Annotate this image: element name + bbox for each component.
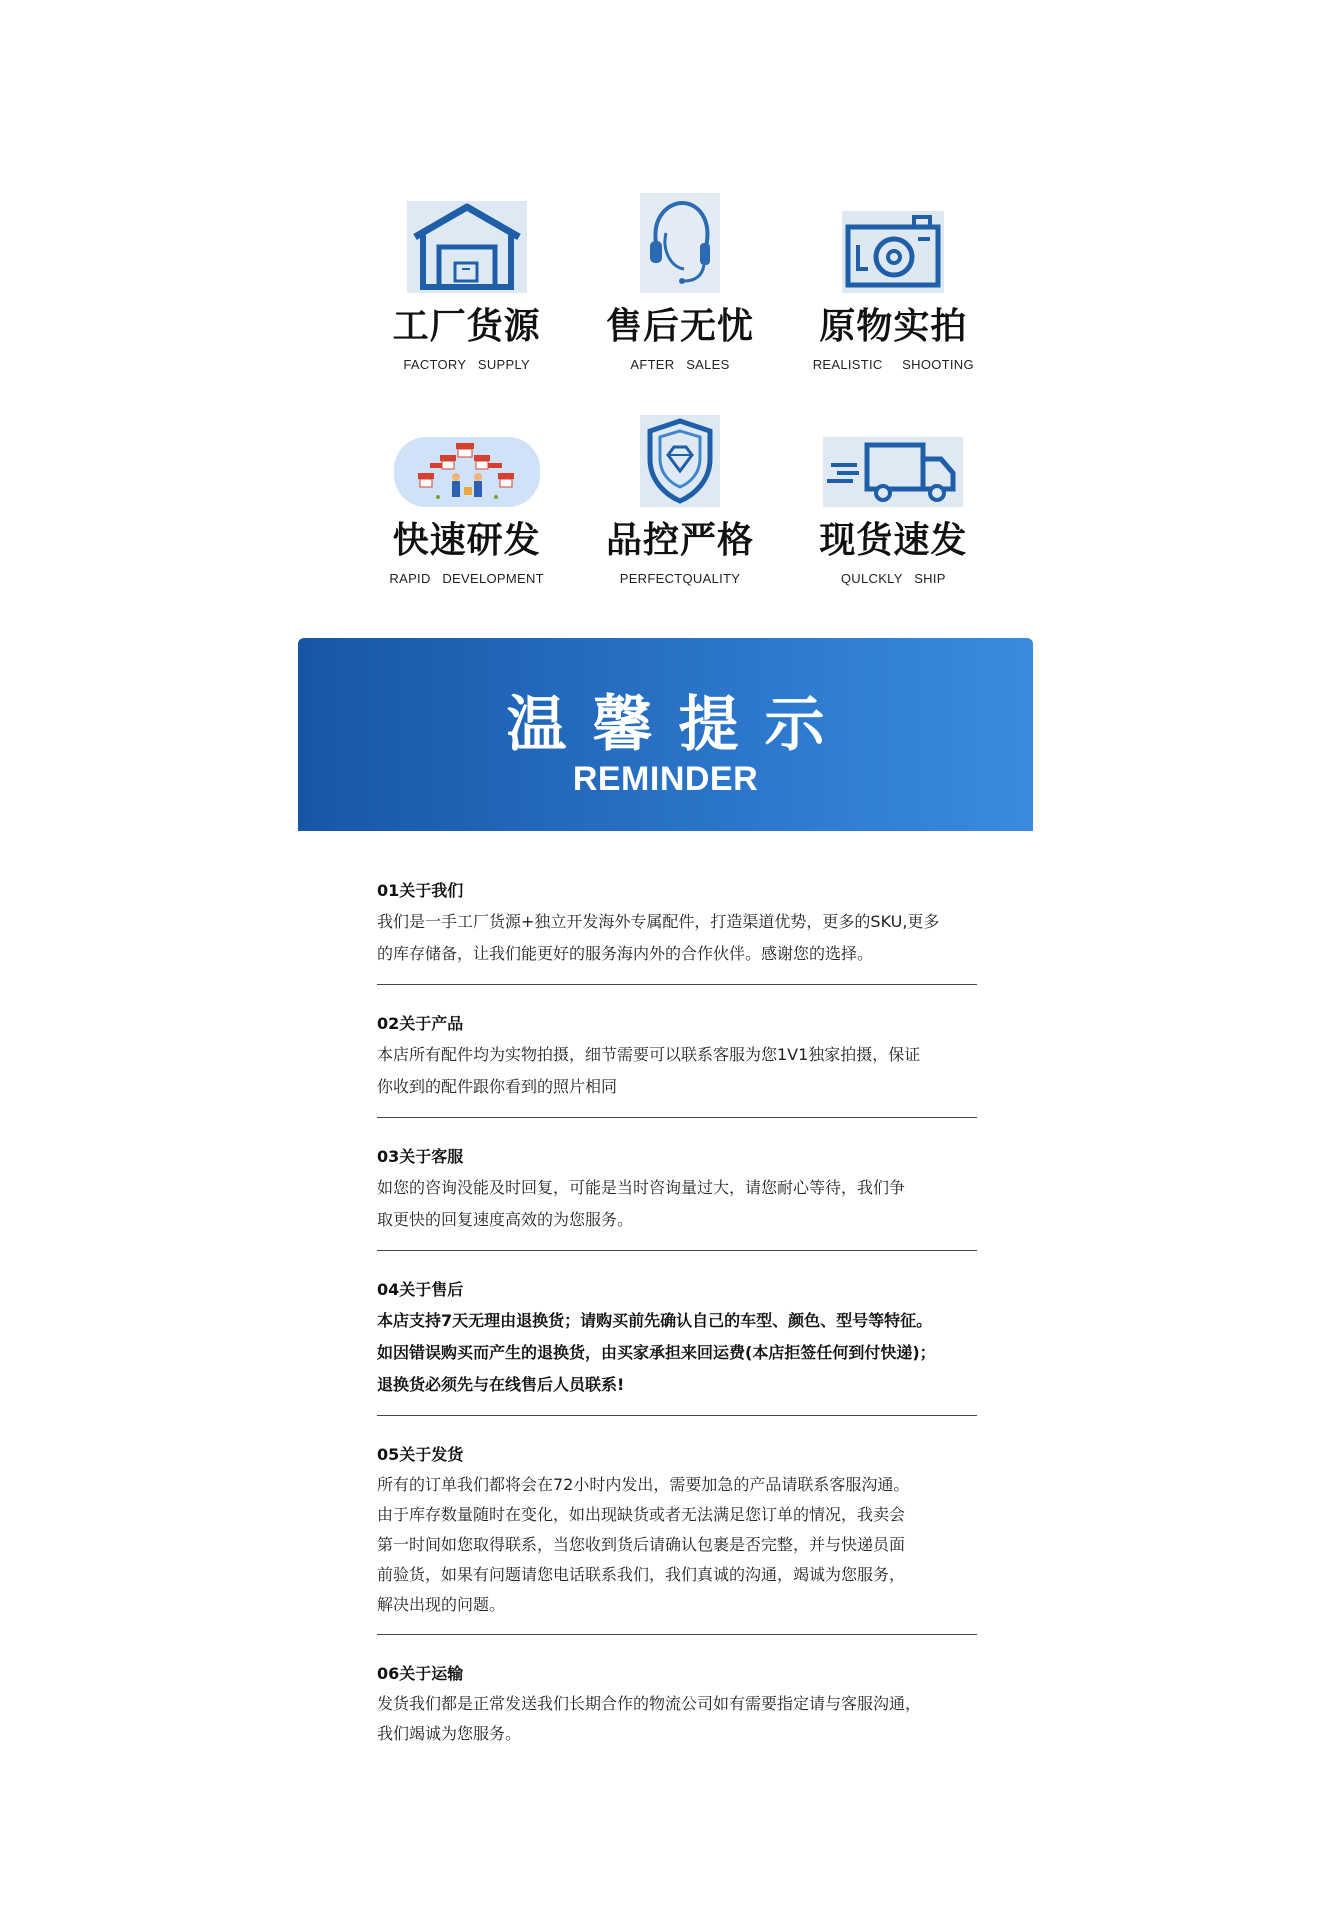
feature-rapid-development [360, 409, 573, 609]
section-text: 如因错误购买而产生的退换货，由买家承担来回运费(本店拒签任何到付快递)； [377, 1343, 936, 1362]
section-text: 退换货必须先与在线售后人员联系! [377, 1375, 625, 1394]
banner-title: 温馨提示 [506, 690, 851, 760]
feature-quickly-ship [787, 409, 1000, 609]
section-shipping [377, 1434, 977, 1635]
section-text: 你收到的配件跟你看到的照片相同 [377, 1077, 618, 1096]
section-text: 本店支持7天无理由退换货；请购买前先确认自己的车型、颜色、型号等特征。 [377, 1311, 933, 1330]
banner-subtitle: REMINDER [572, 760, 759, 798]
section-text: 取更快的回复速度高效的为您服务。 [377, 1210, 634, 1229]
section-heading: 05关于发货 [377, 1445, 464, 1464]
feature-subtitle: FACTORY SUPPLY [403, 357, 530, 372]
section-about-service [377, 1136, 977, 1251]
feature-factory-supply [360, 195, 573, 395]
reminder-banner [298, 638, 1033, 831]
feature-title: 快速研发 [392, 520, 541, 561]
feature-realistic-shooting [787, 195, 1000, 395]
storefront-team-icon [394, 437, 540, 507]
feature-subtitle: RAPID DEVELOPMENT [389, 571, 544, 586]
section-heading: 02关于产品 [377, 1014, 464, 1033]
feature-subtitle: QULCKLY SHIP [840, 571, 946, 586]
section-text: 第一时间如您取得联系，当您收到货后请确认包裹是否完整，并与快递员面 [377, 1535, 906, 1554]
feature-subtitle: PERFECTQUALITY [619, 571, 741, 586]
section-text: 发货我们都是正常发送我们长期合作的物流公司如有需要指定请与客服沟通， [377, 1694, 922, 1713]
feature-grid [360, 195, 1000, 609]
feature-subtitle: REALISTIC SHOOTING [812, 357, 974, 372]
section-heading: 01关于我们 [377, 881, 464, 900]
feature-after-sales [573, 195, 786, 395]
feature-subtitle: AFTER SALES [630, 357, 730, 372]
feature-title: 原物实拍 [819, 306, 968, 347]
section-text: 解决出现的问题。 [377, 1595, 506, 1614]
camera-icon [842, 211, 944, 293]
shield-diamond-icon [640, 415, 720, 507]
section-text: 如您的咨询没能及时回复，可能是当时咨询量过大，请您耐心等待，我们争 [377, 1178, 906, 1197]
section-text: 前验货，如果有问题请您电话联系我们，我们真诚的沟通，竭诚为您服务， [377, 1565, 906, 1584]
feature-title: 现货速发 [819, 520, 968, 561]
feature-title: 售后无忧 [605, 306, 754, 347]
headset-icon [640, 193, 720, 293]
warehouse-icon [407, 201, 527, 293]
section-text: 我们竭诚为您服务。 [377, 1724, 522, 1743]
section-heading: 04关于售后 [377, 1280, 464, 1299]
feature-perfect-quality [573, 409, 786, 609]
section-heading: 06关于运输 [377, 1664, 464, 1683]
section-text: 所有的订单我们都将会在72小时内发出，需要加急的产品请联系客服沟通。 [377, 1475, 910, 1494]
feature-title: 品控严格 [605, 520, 754, 561]
section-heading: 03关于客服 [377, 1147, 464, 1166]
section-text: 本店所有配件均为实物拍摄，细节需要可以联系客服为您1V1独家拍摄，保证 [377, 1045, 921, 1064]
section-text: 由于库存数量随时在变化，如出现缺货或者无法满足您订单的情况，我卖会 [377, 1505, 906, 1524]
section-text: 我们是一手工厂货源+独立开发海外专属配件，打造渠道优势，更多的SKU,更多 [377, 912, 940, 931]
section-text: 的库存储备，让我们能更好的服务海内外的合作伙伴。感谢您的选择。 [377, 944, 874, 963]
delivery-truck-icon [823, 437, 963, 507]
section-about-us [377, 870, 977, 985]
section-about-products [377, 1003, 977, 1118]
reminder-sections [377, 870, 977, 1781]
feature-title: 工厂货源 [392, 306, 541, 347]
section-after-sales [377, 1269, 977, 1416]
section-transport [377, 1653, 977, 1763]
